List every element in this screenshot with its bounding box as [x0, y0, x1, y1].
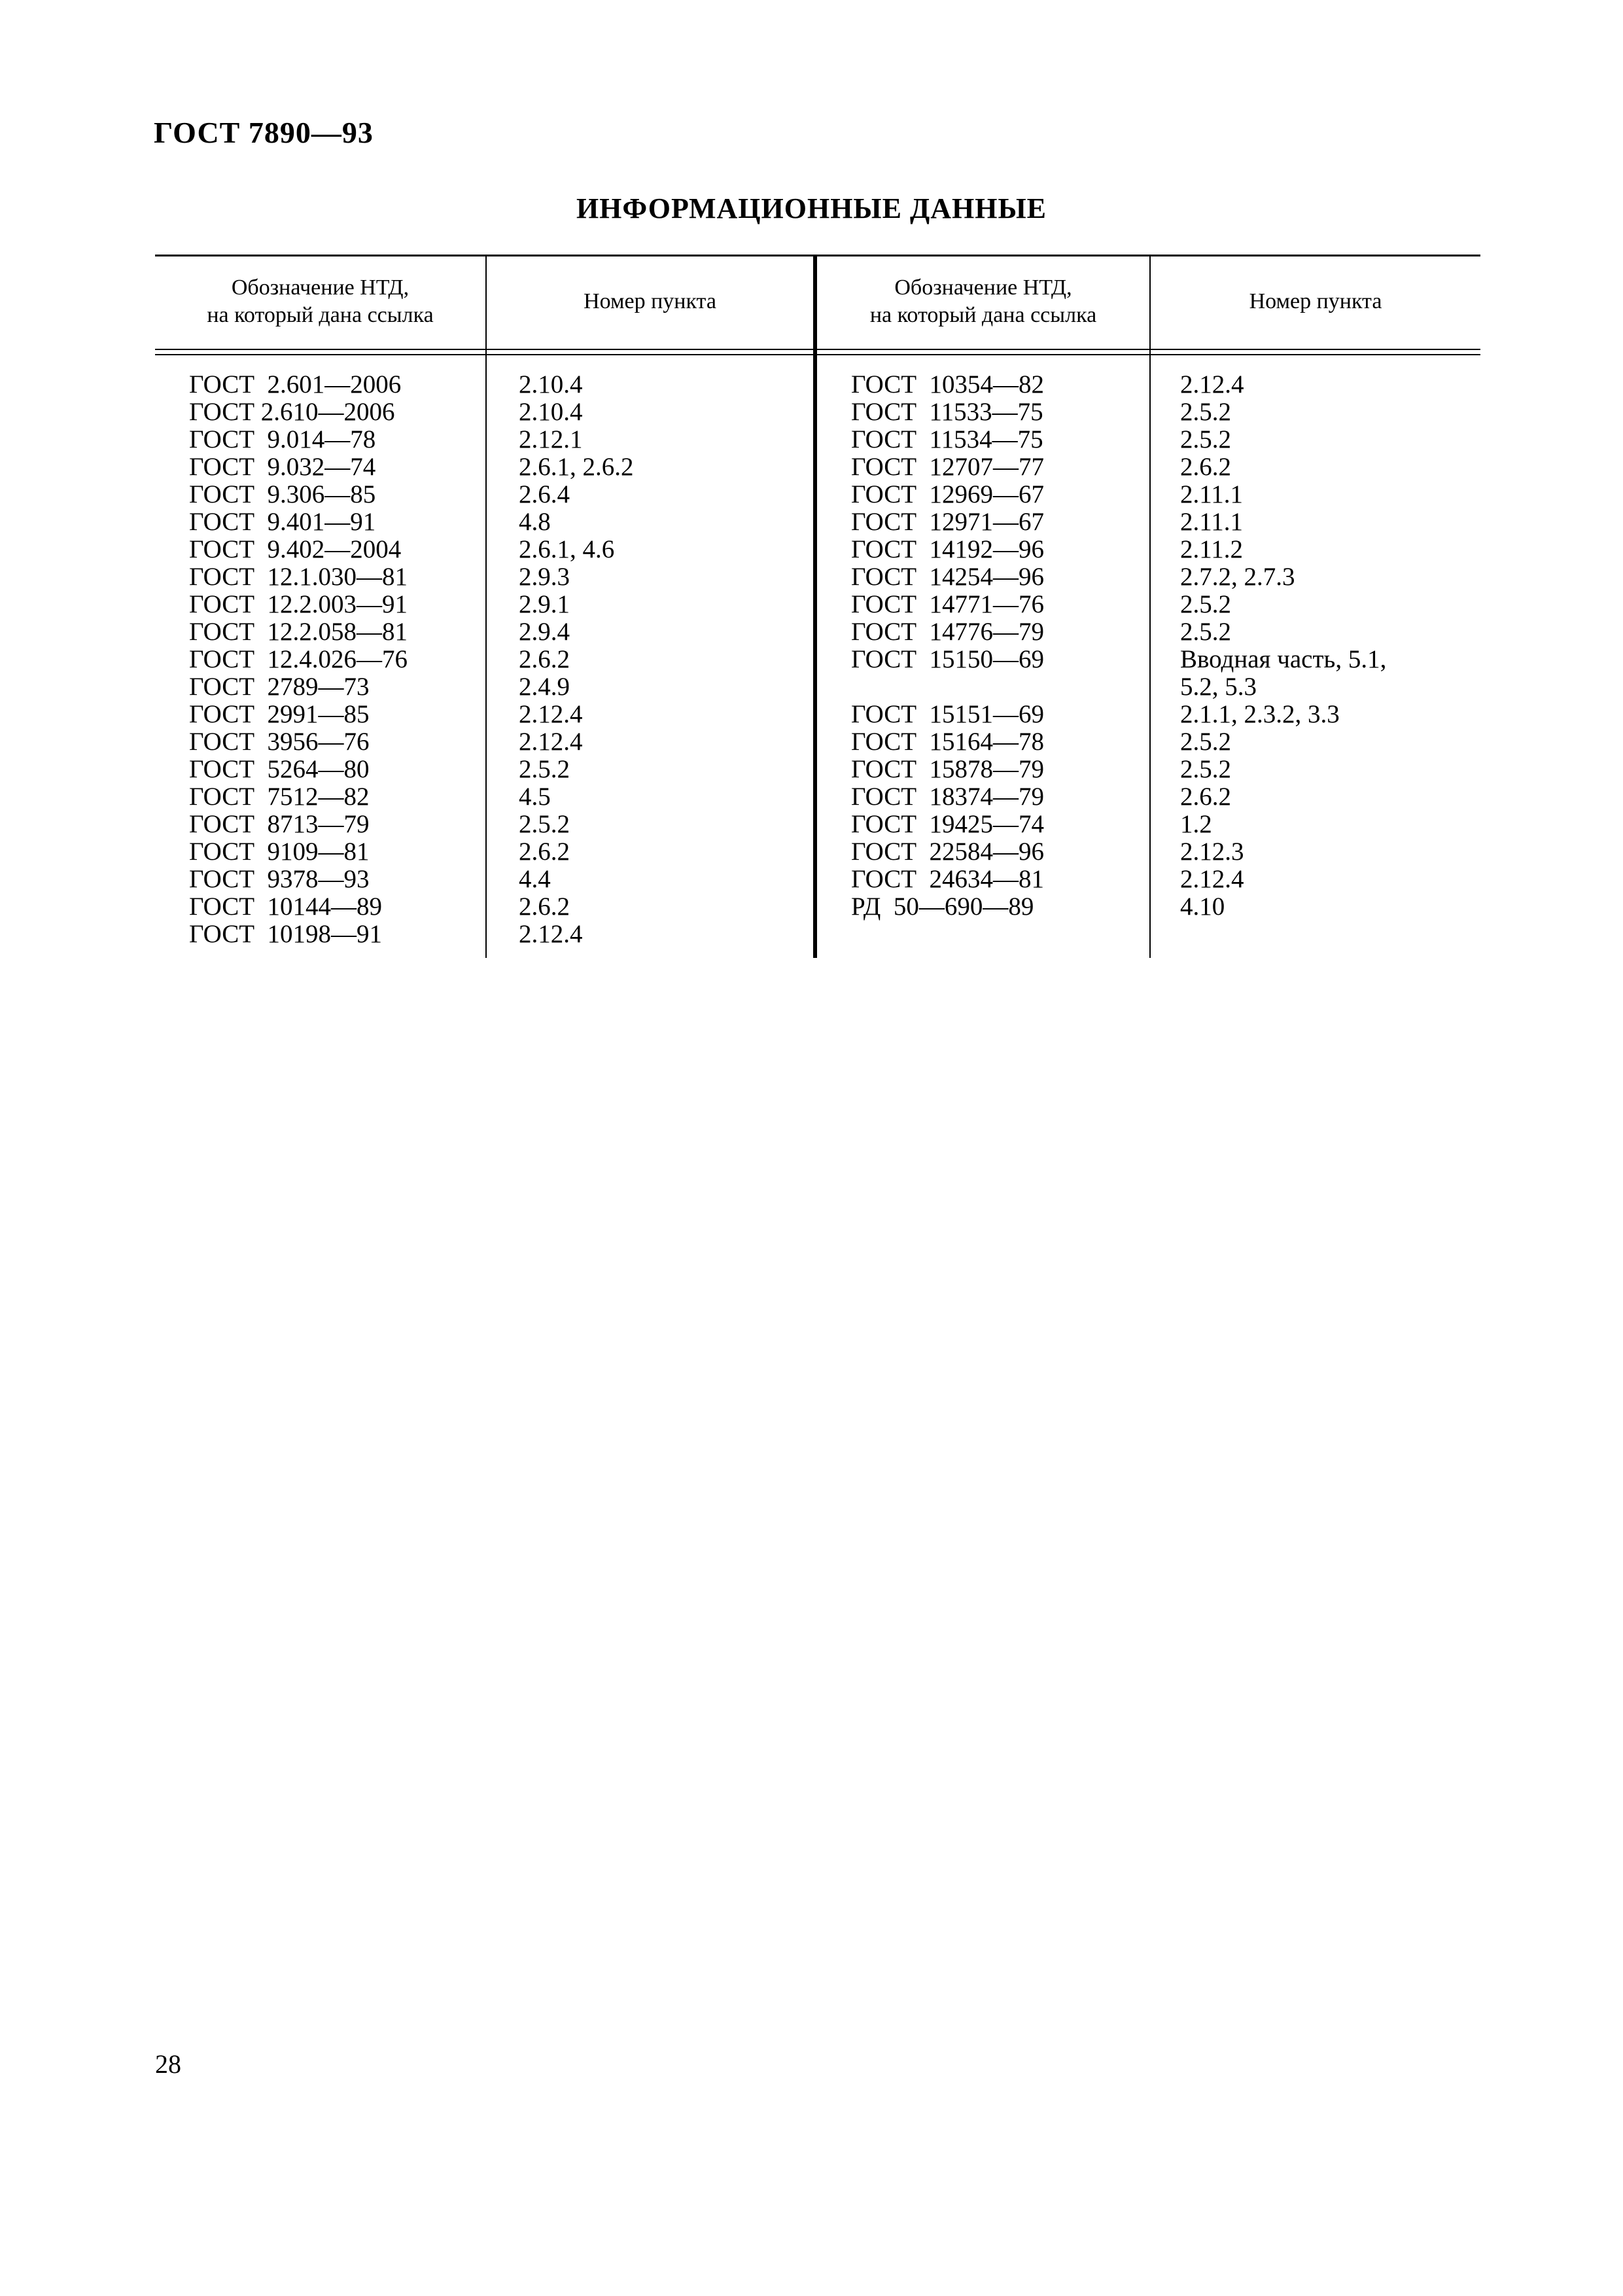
header-item-no-right — [1151, 255, 1480, 349]
item-number-cell: 2.9.4 — [519, 618, 570, 646]
item-number-cell: 4.5 — [519, 783, 551, 811]
ref-doc-cell: ГОСТ 9378—93 — [189, 865, 370, 893]
item-number-cell: 2.9.1 — [519, 590, 570, 618]
ref-doc-cell: ГОСТ 14254—96 — [851, 563, 1045, 591]
item-number-cell: 2.7.2, 2.7.3 — [1180, 563, 1295, 591]
ref-doc-cell: ГОСТ 15878—79 — [851, 755, 1045, 783]
ref-doc-cell: ГОСТ 8713—79 — [189, 810, 370, 838]
item-number-cell: 2.6.1, 4.6 — [519, 535, 615, 563]
item-number-cell: 2.6.2 — [1180, 783, 1231, 811]
item-number-cell: Вводная часть, 5.1, — [1180, 645, 1387, 673]
ref-doc-cell: ГОСТ 9.032—74 — [189, 453, 376, 481]
item-number-cell: 2.12.4 — [519, 920, 583, 948]
item-number-cell: 2.11.2 — [1180, 535, 1244, 563]
item-number-cell: 4.10 — [1180, 892, 1225, 921]
item-number-cell: 2.4.9 — [519, 673, 570, 701]
column-ref-docs-left — [189, 371, 408, 948]
item-number-cell: 2.1.1, 2.3.2, 3.3 — [1180, 700, 1340, 728]
ref-doc-cell: ГОСТ 11534—75 — [851, 425, 1043, 453]
item-number-cell: 2.5.2 — [519, 755, 570, 783]
item-number-cell: 2.6.2 — [1180, 453, 1231, 481]
header-item-no-right-text: Номер пункта — [1249, 289, 1382, 313]
item-number-cell: 2.5.2 — [1180, 398, 1231, 426]
section-title: ИНФОРМАЦИОННЫЕ ДАННЫЕ — [576, 192, 1047, 224]
ref-doc-cell: ГОСТ 18374—79 — [851, 783, 1045, 811]
ref-doc-cell: РД 50—690—89 — [851, 892, 1034, 921]
item-number-cell: 2.5.2 — [1180, 755, 1231, 783]
item-number-cell: 2.11.1 — [1180, 508, 1244, 536]
ref-doc-cell: ГОСТ 11533—75 — [851, 398, 1043, 426]
ref-doc-cell: ГОСТ 15150—69 — [851, 645, 1045, 673]
item-number-cell: 4.8 — [519, 508, 551, 536]
ref-doc-cell: ГОСТ 15151—69 — [851, 700, 1045, 728]
item-number-cell: 4.4 — [519, 865, 551, 893]
ref-doc-cell: ГОСТ 14776—79 — [851, 618, 1045, 646]
item-number-cell: 2.12.3 — [1180, 838, 1244, 866]
item-number-cell: 2.6.2 — [519, 838, 570, 866]
references-table — [155, 255, 1480, 958]
column-divider-3 — [1149, 255, 1151, 958]
ref-doc-cell: ГОСТ 9.014—78 — [189, 425, 376, 453]
ref-doc-cell — [851, 673, 1044, 701]
item-number-cell: 2.5.2 — [1180, 590, 1231, 618]
ref-doc-cell: ГОСТ 5264—80 — [189, 755, 370, 783]
ref-doc-cell: ГОСТ 2789—73 — [189, 673, 370, 701]
item-number-cell: 2.6.2 — [519, 892, 570, 921]
item-number-cell: 2.12.4 — [1180, 370, 1244, 398]
item-number-cell: 2.5.2 — [519, 810, 570, 838]
ref-doc-cell: ГОСТ 10144—89 — [189, 892, 383, 921]
item-number-cell: 2.6.1, 2.6.2 — [519, 453, 634, 481]
column-divider-1 — [485, 255, 487, 958]
item-number-cell: 2.12.4 — [1180, 865, 1244, 893]
item-number-cell: 2.10.4 — [519, 398, 583, 426]
ref-doc-cell: ГОСТ 12.2.003—91 — [189, 590, 408, 618]
item-number-cell: 5.2, 5.3 — [1180, 673, 1257, 701]
ref-doc-cell: ГОСТ 14192—96 — [851, 535, 1045, 563]
item-number-cell: 2.6.4 — [519, 480, 570, 508]
ref-doc-cell: ГОСТ 22584—96 — [851, 838, 1045, 866]
ref-doc-cell: ГОСТ 24634—81 — [851, 865, 1045, 893]
header-rule-lower — [155, 354, 1480, 355]
ref-doc-cell: ГОСТ 7512—82 — [189, 783, 370, 811]
ref-doc-cell: ГОСТ 9.401—91 — [189, 508, 376, 536]
doc-code: ГОСТ 7890—93 — [154, 116, 374, 149]
header-rule-upper — [155, 349, 1480, 350]
item-number-cell: 2.10.4 — [519, 370, 583, 398]
header-item-no-left — [487, 255, 813, 349]
column-ref-docs-right — [851, 371, 1044, 921]
ref-doc-cell: ГОСТ 12.1.030—81 — [189, 563, 408, 591]
ref-doc-cell: ГОСТ 12971—67 — [851, 508, 1045, 536]
ref-doc-cell: ГОСТ 9.306—85 — [189, 480, 376, 508]
header-ref-doc-right — [817, 255, 1149, 349]
ref-doc-cell: ГОСТ 3956—76 — [189, 728, 370, 756]
ref-doc-cell: ГОСТ 2.601—2006 — [189, 370, 402, 398]
column-item-numbers-right — [1180, 371, 1386, 921]
ref-doc-cell: ГОСТ 12707—77 — [851, 453, 1045, 481]
ref-doc-cell: ГОСТ 10354—82 — [851, 370, 1045, 398]
item-number-cell: 2.12.4 — [519, 728, 583, 756]
ref-doc-cell: ГОСТ 15164—78 — [851, 728, 1045, 756]
ref-doc-cell: ГОСТ 2991—85 — [189, 700, 370, 728]
item-number-cell: 2.5.2 — [1180, 618, 1231, 646]
ref-doc-cell: ГОСТ 9109—81 — [189, 838, 370, 866]
header-ref-doc-right-text: Обозначение НТД, на который дана ссылка — [869, 275, 1097, 327]
ref-doc-cell: ГОСТ 10198—91 — [189, 920, 383, 948]
item-number-cell: 2.5.2 — [1180, 728, 1231, 756]
header-ref-doc-left — [155, 255, 485, 349]
ref-doc-cell: ГОСТ 9.402—2004 — [189, 535, 402, 563]
column-item-numbers-left — [519, 371, 634, 948]
ref-doc-cell: ГОСТ 12.2.058—81 — [189, 618, 408, 646]
item-number-cell: 2.12.1 — [519, 425, 583, 453]
ref-doc-cell: ГОСТ 14771—76 — [851, 590, 1045, 618]
item-number-cell: 2.6.2 — [519, 645, 570, 673]
ref-doc-cell: ГОСТ 2.610—2006 — [189, 398, 395, 426]
header-item-no-left-text: Номер пункта — [584, 289, 716, 313]
item-number-cell: 2.12.4 — [519, 700, 583, 728]
ref-doc-cell: ГОСТ 19425—74 — [851, 810, 1045, 838]
item-number-cell: 2.9.3 — [519, 563, 570, 591]
ref-doc-cell: ГОСТ 12.4.026—76 — [189, 645, 408, 673]
item-number-cell: 2.5.2 — [1180, 425, 1231, 453]
ref-doc-cell: ГОСТ 12969—67 — [851, 480, 1045, 508]
item-number-cell: 1.2 — [1180, 810, 1212, 838]
header-ref-doc-left-text: Обозначение НТД, на который дана ссылка — [207, 275, 434, 327]
column-divider-center — [813, 255, 817, 958]
page-number: 28 — [155, 2049, 181, 2079]
item-number-cell: 2.11.1 — [1180, 480, 1244, 508]
